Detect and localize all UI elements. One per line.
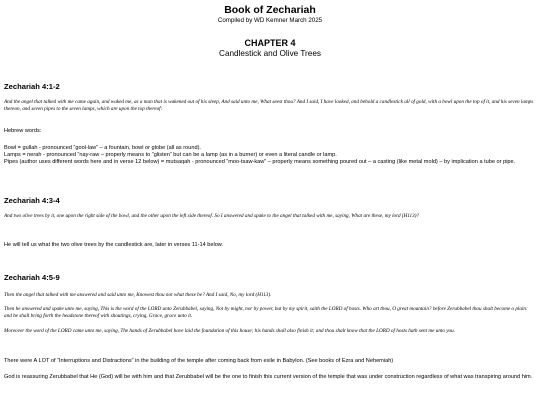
hebrew-list	[4, 145, 536, 166]
hebrew-word: Lamps = nerah - pronounced “nay-raw – properly means to “glisten” but can be a lamp (as in a burner) or even a literal candle or lamp.	[4, 152, 337, 158]
verse-text: Then the angel that talked with me answered and said unto me, Knowest thou not what these be? And I said, No, my lord (H113).	[4, 292, 272, 298]
document-header	[4, 0, 536, 59]
section-heading: Zechariah 4:5-9	[4, 273, 60, 282]
hebrew-label: Hebrew words:	[4, 128, 42, 134]
verse-text: Then he answered and spake unto me, saying, This is the word of the LORD unto Zerubbabel, saying, Not by might, nor by power, but by my spirit, saith the LORD of hosts. Who art thou, O great mountain? before Zerubbabel thou shalt become a plain: and he shall bring forth the headstone thereof with shoutings, crying, Grace, grace unto it.	[4, 306, 528, 319]
commentary-note: He will tell us what the two olive trees by the candlestick are, later in verses 11-14 below.	[4, 242, 224, 248]
verse-text: Moreover the word of the LORD came unto me, saying, The hands of Zerubbabel have laid the foundation of this house; his hands shall also finish it; and thou shalt know that the LORD of hosts hath sent me unto you.	[4, 328, 456, 334]
commentary-note: There were A LOT of “Interruptions and Distractions” in the building of the temple after coming back from exile in Babylon. (See books of Ezra and Nehemiah)	[4, 358, 394, 364]
page-title: Book of Zechariah	[224, 4, 316, 16]
document-page	[4, 0, 536, 380]
verse-text: And the angel that talked with me came again, and waked me, as a man that is wakened out of his sleep, And said unto me, What seest thou? And I said, I have looked, and behold a candlestick all of gold, with a bowl upon the top of it, and his seven lamps thereon, and seven pipes to the seven lamps, which are upon the top thereof:	[4, 99, 534, 112]
hebrew-word: Pipes (author uses different words here and in verse 12 below) = mutsaqah - pronounced “moo-tsaw-kaw” – properly means something poured out – a casting (like metal mold) – by implication a tube or pipe.	[4, 159, 516, 165]
hebrew-word: Bowl = gullah - pronounced “gool-law” – a fountain, bowl or globe (all as round).	[4, 145, 201, 151]
verse-text: And two olive trees by it, one upon the right side of the bowl, and the other upon the left side thereof. So I answered and spake to the angel that talked with me, saying, What are these, my lord (H113)?	[4, 213, 420, 219]
section-heading: Zechariah 4:1-2	[4, 82, 60, 91]
section-heading: Zechariah 4:3-4	[4, 196, 60, 205]
compiled-by: Compiled by WD Kemner March 2025	[217, 17, 323, 24]
commentary-note: God is reassuring Zerubbabel that He (God) will be with him and that Zerubbabel will be the one to finish this current version of the temple that was under construction regardless of what was transpiring around him.	[4, 374, 533, 380]
chapter-title: CHAPTER 4	[244, 38, 296, 48]
chapter-subtitle: Candlestick and Olive Trees	[219, 49, 321, 58]
